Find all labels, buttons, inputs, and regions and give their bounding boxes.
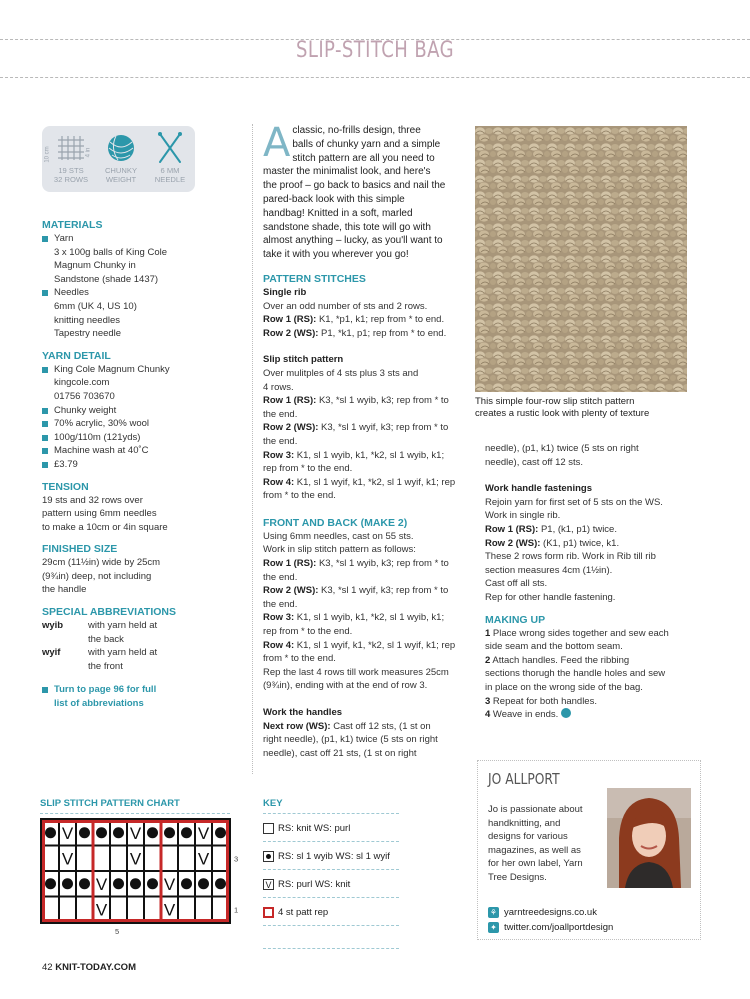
chart-dot: [215, 878, 226, 889]
chart-cell: [77, 898, 92, 922]
finished-size-heading: FINISHED SIZE: [42, 543, 118, 556]
materials-needles-detail: Tapestry needle: [54, 328, 122, 340]
instruction-line: from * to the end.: [263, 653, 336, 665]
materials-yarn-detail: 3 x 100g balls of King Cole: [54, 246, 168, 258]
key-rule: [263, 841, 399, 842]
instruction-line: Row 1 (RS): K3, *sl 1 wyib, k3; rep from * to: [263, 395, 449, 407]
empty-square-icon: [263, 823, 274, 834]
instruction-line: Row 3: K1, sl 1 wyib, k1, *k2, sl 1 wyib, k1;: [263, 612, 445, 624]
chart-cell: [179, 898, 194, 922]
yarn-detail-item: £3.79: [42, 458, 237, 472]
chart-cell: [145, 898, 160, 922]
chart-rule: [40, 813, 230, 814]
key-rule: [263, 925, 399, 926]
chart-v: V: [197, 849, 210, 869]
chart-cell: [43, 847, 58, 871]
chart-dot: [79, 878, 90, 889]
chart-dot: [130, 878, 141, 889]
chart-cell: [111, 898, 126, 922]
end-mark-icon: [561, 708, 571, 718]
pattern-stitches-heading: PATTERN STITCHES: [263, 272, 366, 285]
abbr-key: wyif: [42, 647, 61, 659]
chart-v: V: [61, 823, 74, 843]
tension-line: 19 sts and 32 rows over: [42, 494, 143, 506]
chart-dot: [164, 827, 175, 838]
materials-heading: MATERIALS: [42, 219, 103, 231]
instruction-line: Row 1 (RS): K3, *sl 1 wyib, k3; rep from * to: [263, 558, 449, 570]
instruction-line: 4 Weave in ends.: [485, 708, 695, 722]
abbr-row: [42, 619, 237, 646]
chart-dot: [96, 827, 107, 838]
finished-size-line: the handle: [42, 584, 87, 596]
special-abbr-heading: SPECIAL ABBREVIATIONS: [42, 606, 176, 619]
left-column: [42, 210, 237, 711]
gauge-side-label-2: 4 in: [85, 147, 92, 158]
chart-cell: [111, 847, 126, 871]
materials-yarn-label: Yarn: [42, 232, 237, 246]
slip-stitch-title: Slip stitch pattern: [263, 354, 344, 366]
chart-dot: [147, 878, 158, 889]
gauge-label: 19 STS 32 ROWS: [53, 166, 89, 184]
chart-v: V: [163, 874, 176, 894]
instruction-line: section measures 4cm (1½in).: [485, 564, 613, 576]
tension-line: pattern using 6mm needles: [42, 508, 157, 520]
instruction-line: Rep the last 4 rows till work measures 25cm: [263, 666, 449, 678]
materials-yarn-detail: Magnum Chunky in: [54, 260, 136, 272]
chart-cell: [196, 898, 211, 922]
instruction-line: the end.: [263, 408, 298, 420]
instruction-line: right needle), (p1, k1) twice (5 sts on right: [263, 734, 438, 746]
author-box: [477, 760, 701, 940]
chart-dot: [215, 827, 226, 838]
chart-cell: [213, 847, 228, 871]
chart-dot: [198, 878, 209, 889]
chart-dot: [62, 878, 73, 889]
abbr-row: [42, 646, 237, 673]
website-icon: ⚘: [489, 908, 498, 918]
chart-dot: [113, 827, 124, 838]
instruction-line: 4 rows.: [263, 381, 294, 393]
materials-needles-detail: 6mm (UK 4, US 10): [54, 300, 137, 312]
v-square-icon: V: [263, 879, 274, 890]
yarn-detail-website: kingcole.com: [54, 377, 110, 389]
header-rule-bottom: [0, 77, 750, 78]
gauge-side-label: 10 cm: [44, 146, 51, 163]
fastenings-title: Work handle fastenings: [485, 483, 592, 495]
author-name: JO ALLPORT: [488, 770, 560, 788]
chart-title: SLIP STITCH PATTERN CHART: [40, 798, 180, 809]
tension-line: to make a 10cm or 4in square: [42, 521, 168, 533]
intro-paragraph: A classic, no-frills design, three balls of chunky yarn and a simple stitch pattern are all you need to master the minimalist look, and here's the proof – go back to basics and nail the pared-back look with this simple handbag! Knitted in a soft, marled sandstone shade, this tote will go with almost anything – lucky, as you'll want to take it with you wherever you go!: [263, 120, 446, 261]
handles-continued: needle), (p1, k1) twice (5 sts on right: [485, 443, 639, 454]
chart-v: V: [129, 849, 142, 869]
chart-dot: [147, 827, 158, 838]
instruction-line: Row 4: K1, sl 1 wyif, k1, *k2, sl 1 wyif, k1; rep: [263, 476, 456, 488]
single-rib-title: Single rib: [263, 286, 307, 298]
chart-row-label: 3: [234, 854, 239, 864]
making-up-instructions: [485, 627, 695, 722]
key-item-knit: RS: knit WS: purl: [263, 822, 399, 836]
yarn-detail-item: 100g/110m (121yds): [42, 431, 237, 445]
chart-cell: [43, 898, 58, 922]
instruction-line: 1 Place wrong sides together and sew each: [485, 627, 669, 639]
finished-size-line: 29cm (11½in) wide by 25cm: [42, 557, 161, 569]
yarn-ball-icon: [96, 128, 146, 168]
instruction-line: Work in slip stitch pattern as follows:: [263, 544, 416, 556]
instruction-line: side seam and the bottom seam.: [485, 641, 623, 653]
red-square-icon: [263, 907, 274, 918]
instruction-line: Over mulitples of 4 sts plus 3 sts and: [263, 367, 419, 379]
chart-cell: [94, 847, 109, 871]
fastenings-instructions: [485, 496, 695, 605]
instruction-line: (9¾in), ending with at the end of row 3.: [263, 680, 428, 692]
making-up-heading: MAKING UP: [485, 613, 546, 626]
key-item-repeat: 4 st patt rep: [263, 906, 399, 920]
author-twitter-link[interactable]: ✦ twitter.com/joallportdesign: [488, 921, 613, 935]
instruction-line: Over an odd number of sts and 2 rows.: [263, 300, 428, 312]
instruction-line: Row 2 (WS): K3, *sl 1 wyif, k3; rep from * to: [263, 585, 449, 597]
author-bio: Jo is passionate about handknitting, and designs for various magazines, as well as for her own label, Yarn Tree Designs.: [488, 804, 583, 883]
slip-stitch-instructions: [263, 367, 468, 503]
knit-texture-photo: [475, 126, 687, 392]
instruction-line: Row 2 (WS): P1, *k1, p1; rep from * to end.: [263, 327, 447, 339]
key-bottom-rule: [263, 948, 399, 949]
chart-cell: [179, 847, 194, 871]
materials-needles-detail: knitting needles: [54, 314, 121, 326]
chart-v: V: [61, 849, 74, 869]
instruction-line: Next row (WS): Cast off 12 sts, (1 st on: [263, 720, 431, 732]
chart-col-label: 5: [115, 927, 120, 936]
yarn-detail-item: Chunky weight: [42, 404, 237, 418]
instruction-line: needle), cast off 21 sts, (1 st on right: [263, 747, 417, 759]
chart-v: V: [197, 823, 210, 843]
handles-instructions: [263, 720, 468, 761]
drop-cap: A: [263, 120, 291, 166]
instruction-line: Row 3: K1, sl 1 wyib, k1, *k2, sl 1 wyib, k1;: [263, 449, 445, 461]
chart-v: V: [129, 823, 142, 843]
instruction-line: Using 6mm needles, cast on 55 sts.: [263, 530, 414, 542]
abbreviations-note[interactable]: Turn to page 96 for full list of abbreviations: [42, 683, 237, 710]
tension-heading: TENSION: [42, 480, 89, 493]
abbr-value: with yarn held at the front: [88, 647, 158, 672]
abbr-key: wyib: [42, 620, 64, 632]
key-item-purl: V RS: purl WS: knit: [263, 878, 399, 892]
yarn-detail-heading: YARN DETAIL: [42, 349, 111, 362]
single-rib-instructions: [263, 300, 468, 341]
key-heading: KEY: [263, 798, 283, 809]
yarn-detail-item: King Cole Magnum Chunky: [42, 363, 237, 377]
materials-yarn-detail: Sandstone (shade 1437): [54, 273, 159, 285]
photo-caption: This simple four-row slip stitch pattern creates a rustic look with plenty of texture: [475, 396, 650, 419]
finished-size-line: (9¾in) deep, not including: [42, 570, 152, 582]
chart-dot: [113, 878, 124, 889]
instruction-line: Row 1 (RS): K1, *p1, k1; rep from * to end.: [263, 314, 445, 326]
key-rule: [263, 813, 399, 814]
dot-square-icon: [263, 851, 274, 862]
chart-cell: [60, 898, 75, 922]
page-number: 42: [42, 962, 53, 973]
slip-stitch-chart: [40, 818, 245, 938]
instruction-line: Work in single rib.: [485, 510, 561, 522]
page-footer: [42, 961, 136, 975]
instruction-line: These 2 rows form rib. Work in Rib till rib: [485, 551, 656, 563]
key-rule: [263, 869, 399, 870]
key-rule: [263, 897, 399, 898]
chart-cell: [128, 898, 143, 922]
instruction-line: Rep for other handle fastening.: [485, 591, 616, 603]
chart-dot: [45, 827, 56, 838]
needles-icon: [145, 128, 195, 168]
chart-cell: [213, 898, 228, 922]
instruction-line: 3 Repeat for both handles.: [485, 695, 597, 707]
chart-cell: [145, 847, 160, 871]
right-column: [485, 442, 695, 722]
column-divider: [252, 124, 253, 774]
front-back-instructions: [263, 530, 468, 693]
chart-dot: [45, 878, 56, 889]
author-photo: [607, 788, 691, 888]
chart-cell: [77, 847, 92, 871]
instruction-line: the end.: [263, 435, 298, 447]
chart-dot: [79, 827, 90, 838]
page-title: SLIP-STITCH BAG: [295, 38, 455, 63]
site-name: KNIT-TODAY.COM: [55, 962, 136, 973]
chart-cell: [162, 847, 177, 871]
front-back-heading: FRONT AND BACK (MAKE 2): [263, 516, 408, 529]
instruction-line: rep from * to the end.: [263, 626, 353, 638]
materials-needles-label: Needles: [42, 286, 237, 300]
handles-title: Work the handles: [263, 707, 343, 718]
yarn-weight-label: CHUNKY WEIGHT: [104, 166, 138, 184]
yarn-detail-phone: 01756 703670: [54, 390, 115, 402]
instruction-line: Rejoin yarn for first set of 5 sts on the WS.: [485, 496, 663, 508]
chart-row-label: 1: [234, 905, 239, 915]
instruction-line: the end.: [263, 598, 298, 610]
chart-dot: [181, 827, 192, 838]
instruction-line: from * to the end.: [263, 490, 336, 502]
chart-v: V: [95, 874, 108, 894]
instruction-line: Row 2 (WS): K3, *sl 1 wyif, k3; rep from * to: [263, 422, 449, 434]
instruction-line: Row 2 (WS): (K1, p1) twice, k1.: [485, 537, 620, 549]
middle-column: [263, 120, 468, 760]
yarn-detail-item: Machine wash at 40˚C: [42, 444, 237, 458]
instruction-line: sections thorugh the handle holes and sew: [485, 668, 666, 680]
instruction-line: 2 Attach handles. Feed the ribbing: [485, 654, 630, 666]
handles-continued: needle), cast off 12 sts.: [485, 456, 584, 468]
instruction-line: rep from * to the end.: [263, 463, 353, 475]
instruction-line: Row 4: K1, sl 1 wyif, k1, *k2, sl 1 wyif, k1; rep: [263, 639, 456, 651]
abbr-value: with yarn held at the back: [88, 620, 158, 645]
instruction-line: the end.: [263, 571, 298, 583]
chart-v: V: [163, 900, 176, 920]
yarn-detail-item: 70% acrylic, 30% wool: [42, 417, 237, 431]
instruction-line: in place on the wrong side of the bag.: [485, 681, 643, 693]
key-item-slip: RS: sl 1 wyib WS: sl 1 wyif: [263, 850, 399, 864]
needle-label: 6 MM NEEDLE: [154, 166, 186, 184]
chart-dot: [181, 878, 192, 889]
twitter-icon: ✦: [488, 922, 499, 933]
instruction-line: Row 1 (RS): P1, (k1, p1) twice.: [485, 523, 617, 535]
chart-v: V: [95, 900, 108, 920]
instruction-line: Cast off all sts.: [485, 578, 548, 590]
author-website-link[interactable]: ⚘ yarntreedesigns.co.uk: [489, 907, 597, 918]
info-box: [42, 126, 195, 192]
